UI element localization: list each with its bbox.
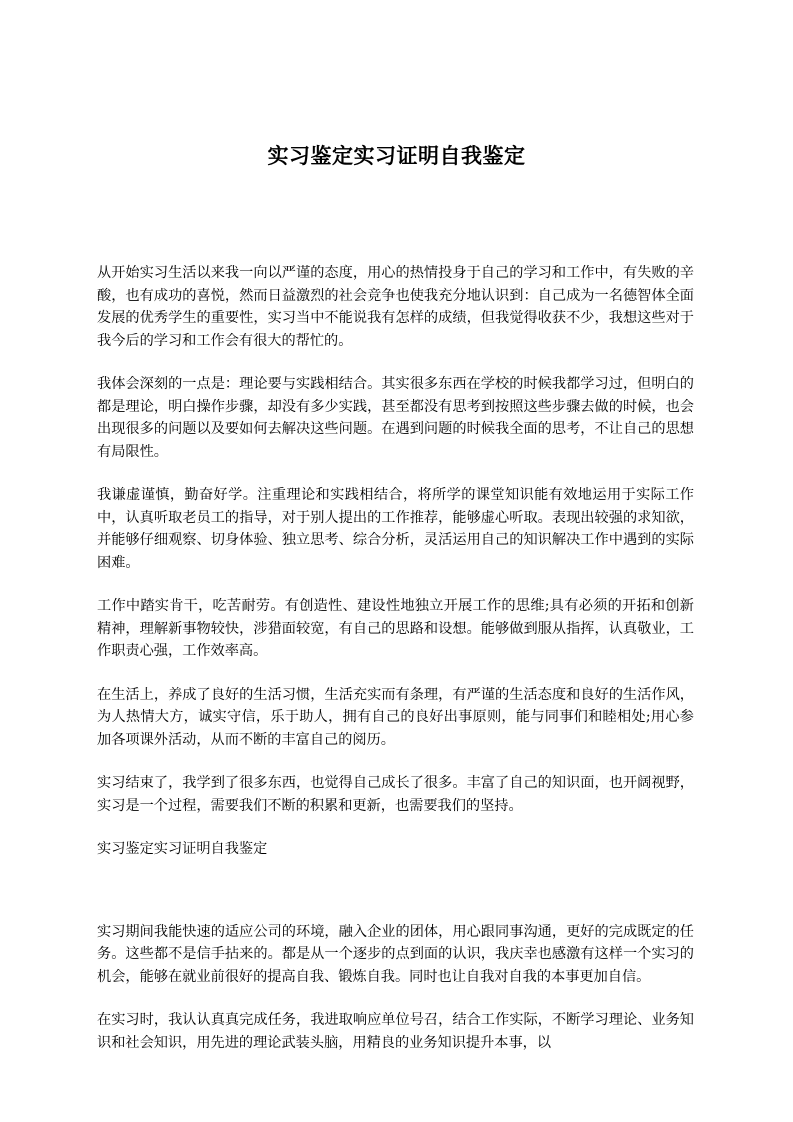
paragraph-7: 实习期间我能快速的适应公司的环境，融入企业的团体，用心跟同事沟通，更好的完成既定的任务。这些都不是信手拈来的。都是从一个逐步的点到面的认识，我庆幸也感激有这样一个实习的机会，能够在就业前很好的提高自我、锻炼自我。同时也让自我对自我的本事更加自信。 [97,923,694,985]
document-body [97,262,694,1075]
paragraph-8: 在实习时，我认认真真完成任务，我进取响应单位号召，结合工作实际，不断学习理论、业务知识和社会知识，用先进的理论武装头脑，用精良的业务知识提升本事，以 [97,1012,694,1051]
paragraph-6: 实习结束了，我学到了很多东西，也觉得自己成长了很多。丰富了自己的知识面，也开阔视野，实习是一个过程，需要我们不断的积累和更新，也需要我们的坚持。 [97,775,694,814]
document-title: 实习鉴定实习证明自我鉴定 [267,144,526,168]
paragraph-5: 在生活上，养成了良好的生活习惯，生活充实而有条理，有严谨的生活态度和良好的生活作风，为人热情大方，诚实守信，乐于助人，拥有自己的良好出事原则，能与同事们和睦相处;用心参加各项课外活动，从而不断的丰富自己的阅历。 [97,686,694,748]
paragraph-1: 从开始实习生活以来我一向以严谨的态度，用心的热情投身于自己的学习和工作中，有失败的辛酸，也有成功的喜悦，然而日益激烈的社会竞争也使我充分地认识到：自己成为一名德智体全面发展的优秀学生的重要性，实习当中不能说我有怎样的成绩，但我觉得收获不少，我想这些对于我今后的学习和工作会有很大的帮忙的。 [97,265,694,349]
paragraph-4: 工作中踏实肯干，吃苦耐劳。有创造性、建设性地独立开展工作的思维;具有必须的开拓和创新精神，理解新事物较快，涉猎面较宽，有自己的思路和设想。能够做到服从指挥，认真敬业，工作职责心强，工作效率高。 [97,598,694,659]
paragraph-3: 我谦虚谨慎，勤奋好学。注重理论和实践相结合，将所学的课堂知识能有效地运用于实际工作中，认真听取老员工的指导，对于别人提出的工作推荐，能够虚心听取。表现出较强的求知欲，并能够仔细观察、切身体验、独立思考、综合分析，灵活运用自己的知识解决工作中遇到的实际困难。 [97,487,694,571]
section-subtitle: 实习鉴定实习证明自我鉴定 [97,841,268,857]
paragraph-2: 我体会深刻的一点是：理论要与实践相结合。其实很多东西在学校的时候我都学习过，但明白的都是理论，明白操作步骤，却没有多少实践，甚至都没有思考到按照这些步骤去做的时候，也会出现很多的问题以及要如何去解决这些问题。在遇到问题的时候我全面的思考，不让自己的思想有局限性。 [97,376,694,460]
